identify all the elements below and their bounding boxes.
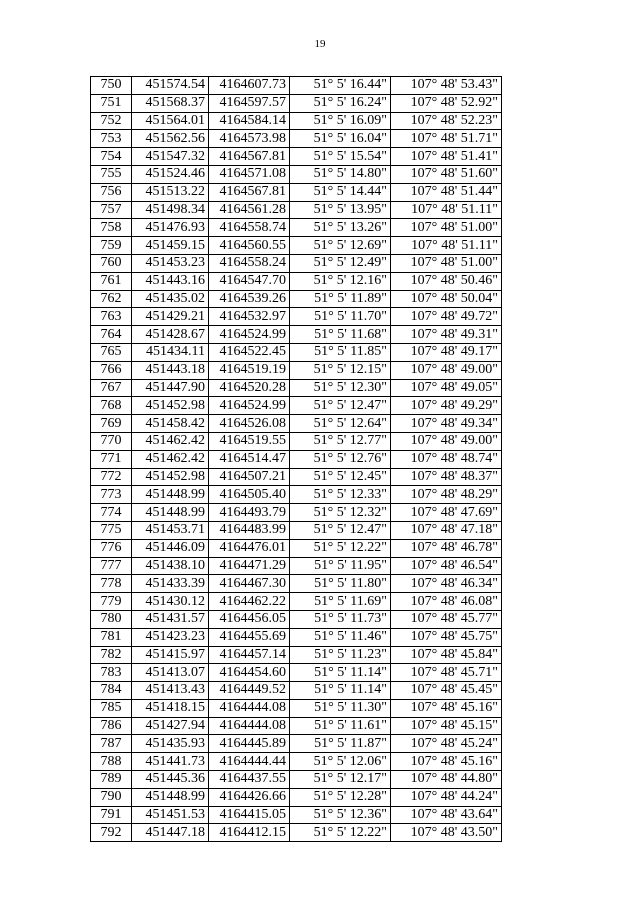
x-coordinate-cell: 451441.73 <box>132 753 209 771</box>
point-number-cell: 756 <box>91 183 132 201</box>
y-coordinate-cell: 4164467.30 <box>209 575 290 593</box>
longitude-cell: 107° 48' 51.60" <box>391 165 502 183</box>
y-coordinate-cell: 4164483.99 <box>209 521 290 539</box>
latitude-cell: 51° 5' 11.70" <box>290 308 391 326</box>
table-row <box>91 254 502 272</box>
point-number-cell: 783 <box>91 664 132 682</box>
point-number-cell: 767 <box>91 379 132 397</box>
point-number-cell: 776 <box>91 539 132 557</box>
y-coordinate-cell: 4164507.21 <box>209 468 290 486</box>
latitude-cell: 51° 5' 13.26" <box>290 219 391 237</box>
point-number-cell: 781 <box>91 628 132 646</box>
y-coordinate-cell: 4164457.14 <box>209 646 290 664</box>
longitude-cell: 107° 48' 45.16" <box>391 753 502 771</box>
y-coordinate-cell: 4164524.99 <box>209 397 290 415</box>
latitude-cell: 51° 5' 16.09" <box>290 112 391 130</box>
x-coordinate-cell: 451564.01 <box>132 112 209 130</box>
table-row <box>91 646 502 664</box>
latitude-cell: 51° 5' 12.32" <box>290 504 391 522</box>
latitude-cell: 51° 5' 16.44" <box>290 77 391 95</box>
latitude-cell: 51° 5' 12.22" <box>290 824 391 842</box>
x-coordinate-cell: 451429.21 <box>132 308 209 326</box>
x-coordinate-cell: 451427.94 <box>132 717 209 735</box>
y-coordinate-cell: 4164505.40 <box>209 486 290 504</box>
table-row <box>91 219 502 237</box>
coordinates-table <box>90 76 502 842</box>
table-row <box>91 771 502 789</box>
x-coordinate-cell: 451445.36 <box>132 771 209 789</box>
x-coordinate-cell: 451568.37 <box>132 94 209 112</box>
table-row <box>91 183 502 201</box>
latitude-cell: 51° 5' 11.68" <box>290 326 391 344</box>
x-coordinate-cell: 451562.56 <box>132 130 209 148</box>
point-number-cell: 766 <box>91 361 132 379</box>
longitude-cell: 107° 48' 48.37" <box>391 468 502 486</box>
x-coordinate-cell: 451574.54 <box>132 77 209 95</box>
longitude-cell: 107° 48' 45.45" <box>391 682 502 700</box>
point-number-cell: 768 <box>91 397 132 415</box>
longitude-cell: 107° 48' 49.00" <box>391 432 502 450</box>
y-coordinate-cell: 4164444.08 <box>209 717 290 735</box>
x-coordinate-cell: 451423.23 <box>132 628 209 646</box>
y-coordinate-cell: 4164476.01 <box>209 539 290 557</box>
latitude-cell: 51° 5' 11.69" <box>290 593 391 611</box>
latitude-cell: 51° 5' 12.22" <box>290 539 391 557</box>
longitude-cell: 107° 48' 45.71" <box>391 664 502 682</box>
table-row <box>91 486 502 504</box>
point-number-cell: 792 <box>91 824 132 842</box>
x-coordinate-cell: 451448.99 <box>132 504 209 522</box>
table-row <box>91 272 502 290</box>
point-number-cell: 773 <box>91 486 132 504</box>
longitude-cell: 107° 48' 48.29" <box>391 486 502 504</box>
table-row <box>91 575 502 593</box>
y-coordinate-cell: 4164561.28 <box>209 201 290 219</box>
y-coordinate-cell: 4164584.14 <box>209 112 290 130</box>
point-number-cell: 787 <box>91 735 132 753</box>
latitude-cell: 51° 5' 16.04" <box>290 130 391 148</box>
latitude-cell: 51° 5' 12.45" <box>290 468 391 486</box>
y-coordinate-cell: 4164519.55 <box>209 432 290 450</box>
latitude-cell: 51° 5' 11.61" <box>290 717 391 735</box>
longitude-cell: 107° 48' 45.75" <box>391 628 502 646</box>
x-coordinate-cell: 451431.57 <box>132 610 209 628</box>
latitude-cell: 51° 5' 13.95" <box>290 201 391 219</box>
x-coordinate-cell: 451513.22 <box>132 183 209 201</box>
table-row <box>91 308 502 326</box>
x-coordinate-cell: 451430.12 <box>132 593 209 611</box>
latitude-cell: 51° 5' 12.64" <box>290 415 391 433</box>
table-row <box>91 343 502 361</box>
y-coordinate-cell: 4164520.28 <box>209 379 290 397</box>
point-number-cell: 765 <box>91 343 132 361</box>
point-number-cell: 754 <box>91 148 132 166</box>
latitude-cell: 51° 5' 11.87" <box>290 735 391 753</box>
longitude-cell: 107° 48' 49.29" <box>391 397 502 415</box>
table-row <box>91 593 502 611</box>
y-coordinate-cell: 4164558.24 <box>209 254 290 272</box>
latitude-cell: 51° 5' 11.85" <box>290 343 391 361</box>
y-coordinate-cell: 4164444.08 <box>209 699 290 717</box>
longitude-cell: 107° 48' 43.64" <box>391 806 502 824</box>
y-coordinate-cell: 4164454.60 <box>209 664 290 682</box>
longitude-cell: 107° 48' 43.50" <box>391 824 502 842</box>
longitude-cell: 107° 48' 49.72" <box>391 308 502 326</box>
y-coordinate-cell: 4164462.22 <box>209 593 290 611</box>
y-coordinate-cell: 4164567.81 <box>209 183 290 201</box>
longitude-cell: 107° 48' 53.43" <box>391 77 502 95</box>
x-coordinate-cell: 451451.53 <box>132 806 209 824</box>
point-number-cell: 789 <box>91 771 132 789</box>
point-number-cell: 786 <box>91 717 132 735</box>
table-row <box>91 788 502 806</box>
table-row <box>91 699 502 717</box>
table-row <box>91 112 502 130</box>
longitude-cell: 107° 48' 52.23" <box>391 112 502 130</box>
point-number-cell: 750 <box>91 77 132 95</box>
table-row <box>91 504 502 522</box>
y-coordinate-cell: 4164471.29 <box>209 557 290 575</box>
table-row <box>91 379 502 397</box>
point-number-cell: 779 <box>91 593 132 611</box>
y-coordinate-cell: 4164455.69 <box>209 628 290 646</box>
point-number-cell: 777 <box>91 557 132 575</box>
latitude-cell: 51° 5' 11.80" <box>290 575 391 593</box>
table-row <box>91 753 502 771</box>
point-number-cell: 772 <box>91 468 132 486</box>
point-number-cell: 761 <box>91 272 132 290</box>
x-coordinate-cell: 451447.18 <box>132 824 209 842</box>
point-number-cell: 778 <box>91 575 132 593</box>
longitude-cell: 107° 48' 46.78" <box>391 539 502 557</box>
point-number-cell: 762 <box>91 290 132 308</box>
table-row <box>91 468 502 486</box>
latitude-cell: 51° 5' 11.23" <box>290 646 391 664</box>
latitude-cell: 51° 5' 14.80" <box>290 165 391 183</box>
y-coordinate-cell: 4164426.66 <box>209 788 290 806</box>
longitude-cell: 107° 48' 45.24" <box>391 735 502 753</box>
y-coordinate-cell: 4164597.57 <box>209 94 290 112</box>
x-coordinate-cell: 451498.34 <box>132 201 209 219</box>
point-number-cell: 770 <box>91 432 132 450</box>
y-coordinate-cell: 4164437.55 <box>209 771 290 789</box>
y-coordinate-cell: 4164522.45 <box>209 343 290 361</box>
longitude-cell: 107° 48' 51.71" <box>391 130 502 148</box>
point-number-cell: 791 <box>91 806 132 824</box>
point-number-cell: 757 <box>91 201 132 219</box>
y-coordinate-cell: 4164519.19 <box>209 361 290 379</box>
x-coordinate-cell: 451433.39 <box>132 575 209 593</box>
x-coordinate-cell: 451447.90 <box>132 379 209 397</box>
longitude-cell: 107° 48' 49.31" <box>391 326 502 344</box>
x-coordinate-cell: 451443.16 <box>132 272 209 290</box>
latitude-cell: 51° 5' 12.15" <box>290 361 391 379</box>
longitude-cell: 107° 48' 52.92" <box>391 94 502 112</box>
x-coordinate-cell: 451458.42 <box>132 415 209 433</box>
point-number-cell: 753 <box>91 130 132 148</box>
x-coordinate-cell: 451462.42 <box>132 450 209 468</box>
x-coordinate-cell: 451452.98 <box>132 397 209 415</box>
longitude-cell: 107° 48' 51.11" <box>391 237 502 255</box>
y-coordinate-cell: 4164558.74 <box>209 219 290 237</box>
longitude-cell: 107° 48' 51.44" <box>391 183 502 201</box>
y-coordinate-cell: 4164532.97 <box>209 308 290 326</box>
point-number-cell: 758 <box>91 219 132 237</box>
longitude-cell: 107° 48' 46.54" <box>391 557 502 575</box>
table-row <box>91 824 502 842</box>
point-number-cell: 752 <box>91 112 132 130</box>
latitude-cell: 51° 5' 15.54" <box>290 148 391 166</box>
x-coordinate-cell: 451413.43 <box>132 682 209 700</box>
point-number-cell: 784 <box>91 682 132 700</box>
table-row <box>91 165 502 183</box>
x-coordinate-cell: 451462.42 <box>132 432 209 450</box>
longitude-cell: 107° 48' 51.41" <box>391 148 502 166</box>
x-coordinate-cell: 451448.99 <box>132 486 209 504</box>
latitude-cell: 51° 5' 12.16" <box>290 272 391 290</box>
longitude-cell: 107° 48' 46.08" <box>391 593 502 611</box>
table-row <box>91 361 502 379</box>
point-number-cell: 763 <box>91 308 132 326</box>
latitude-cell: 51° 5' 11.14" <box>290 682 391 700</box>
y-coordinate-cell: 4164412.15 <box>209 824 290 842</box>
latitude-cell: 51° 5' 12.69" <box>290 237 391 255</box>
table-row <box>91 557 502 575</box>
y-coordinate-cell: 4164571.08 <box>209 165 290 183</box>
longitude-cell: 107° 48' 49.34" <box>391 415 502 433</box>
x-coordinate-cell: 451413.07 <box>132 664 209 682</box>
point-number-cell: 782 <box>91 646 132 664</box>
longitude-cell: 107° 48' 49.00" <box>391 361 502 379</box>
latitude-cell: 51° 5' 12.30" <box>290 379 391 397</box>
x-coordinate-cell: 451452.98 <box>132 468 209 486</box>
longitude-cell: 107° 48' 51.00" <box>391 219 502 237</box>
x-coordinate-cell: 451435.93 <box>132 735 209 753</box>
y-coordinate-cell: 4164524.99 <box>209 326 290 344</box>
point-number-cell: 760 <box>91 254 132 272</box>
x-coordinate-cell: 451438.10 <box>132 557 209 575</box>
latitude-cell: 51° 5' 12.33" <box>290 486 391 504</box>
latitude-cell: 51° 5' 12.36" <box>290 806 391 824</box>
point-number-cell: 790 <box>91 788 132 806</box>
y-coordinate-cell: 4164573.98 <box>209 130 290 148</box>
y-coordinate-cell: 4164607.73 <box>209 77 290 95</box>
table-row <box>91 237 502 255</box>
x-coordinate-cell: 451524.46 <box>132 165 209 183</box>
table-row <box>91 539 502 557</box>
table-row <box>91 201 502 219</box>
table-row <box>91 290 502 308</box>
latitude-cell: 51° 5' 16.24" <box>290 94 391 112</box>
y-coordinate-cell: 4164526.08 <box>209 415 290 433</box>
table-row <box>91 94 502 112</box>
latitude-cell: 51° 5' 11.73" <box>290 610 391 628</box>
longitude-cell: 107° 48' 49.17" <box>391 343 502 361</box>
point-number-cell: 769 <box>91 415 132 433</box>
table-row <box>91 521 502 539</box>
longitude-cell: 107° 48' 45.16" <box>391 699 502 717</box>
latitude-cell: 51° 5' 14.44" <box>290 183 391 201</box>
x-coordinate-cell: 451453.23 <box>132 254 209 272</box>
table-row <box>91 397 502 415</box>
y-coordinate-cell: 4164449.52 <box>209 682 290 700</box>
table-row <box>91 806 502 824</box>
table-row <box>91 130 502 148</box>
table-row <box>91 450 502 468</box>
table-row <box>91 326 502 344</box>
longitude-cell: 107° 48' 45.15" <box>391 717 502 735</box>
x-coordinate-cell: 451459.15 <box>132 237 209 255</box>
latitude-cell: 51° 5' 11.89" <box>290 290 391 308</box>
y-coordinate-cell: 4164539.26 <box>209 290 290 308</box>
y-coordinate-cell: 4164493.79 <box>209 504 290 522</box>
table-row <box>91 415 502 433</box>
point-number-cell: 785 <box>91 699 132 717</box>
x-coordinate-cell: 451418.15 <box>132 699 209 717</box>
latitude-cell: 51° 5' 12.06" <box>290 753 391 771</box>
longitude-cell: 107° 48' 47.18" <box>391 521 502 539</box>
latitude-cell: 51° 5' 12.28" <box>290 788 391 806</box>
longitude-cell: 107° 48' 48.74" <box>391 450 502 468</box>
table-row <box>91 682 502 700</box>
point-number-cell: 764 <box>91 326 132 344</box>
latitude-cell: 51° 5' 11.95" <box>290 557 391 575</box>
table-row <box>91 610 502 628</box>
y-coordinate-cell: 4164567.81 <box>209 148 290 166</box>
latitude-cell: 51° 5' 12.47" <box>290 397 391 415</box>
point-number-cell: 788 <box>91 753 132 771</box>
latitude-cell: 51° 5' 12.49" <box>290 254 391 272</box>
point-number-cell: 771 <box>91 450 132 468</box>
point-number-cell: 774 <box>91 504 132 522</box>
y-coordinate-cell: 4164560.55 <box>209 237 290 255</box>
x-coordinate-cell: 451434.11 <box>132 343 209 361</box>
longitude-cell: 107° 48' 51.11" <box>391 201 502 219</box>
table-row <box>91 432 502 450</box>
latitude-cell: 51° 5' 11.14" <box>290 664 391 682</box>
x-coordinate-cell: 451547.32 <box>132 148 209 166</box>
point-number-cell: 775 <box>91 521 132 539</box>
point-number-cell: 759 <box>91 237 132 255</box>
table-row <box>91 77 502 95</box>
y-coordinate-cell: 4164415.05 <box>209 806 290 824</box>
y-coordinate-cell: 4164547.70 <box>209 272 290 290</box>
x-coordinate-cell: 451428.67 <box>132 326 209 344</box>
table-row <box>91 735 502 753</box>
longitude-cell: 107° 48' 49.05" <box>391 379 502 397</box>
latitude-cell: 51° 5' 11.46" <box>290 628 391 646</box>
y-coordinate-cell: 4164444.44 <box>209 753 290 771</box>
x-coordinate-cell: 451448.99 <box>132 788 209 806</box>
longitude-cell: 107° 48' 51.00" <box>391 254 502 272</box>
x-coordinate-cell: 451476.93 <box>132 219 209 237</box>
longitude-cell: 107° 48' 45.77" <box>391 610 502 628</box>
x-coordinate-cell: 451415.97 <box>132 646 209 664</box>
latitude-cell: 51° 5' 12.76" <box>290 450 391 468</box>
table-row <box>91 717 502 735</box>
x-coordinate-cell: 451446.09 <box>132 539 209 557</box>
table-row <box>91 664 502 682</box>
longitude-cell: 107° 48' 50.04" <box>391 290 502 308</box>
point-number-cell: 751 <box>91 94 132 112</box>
latitude-cell: 51° 5' 12.17" <box>290 771 391 789</box>
longitude-cell: 107° 48' 44.24" <box>391 788 502 806</box>
table-row <box>91 148 502 166</box>
point-number-cell: 780 <box>91 610 132 628</box>
y-coordinate-cell: 4164456.05 <box>209 610 290 628</box>
latitude-cell: 51° 5' 11.30" <box>290 699 391 717</box>
longitude-cell: 107° 48' 45.84" <box>391 646 502 664</box>
x-coordinate-cell: 451443.18 <box>132 361 209 379</box>
x-coordinate-cell: 451435.02 <box>132 290 209 308</box>
y-coordinate-cell: 4164514.47 <box>209 450 290 468</box>
table-row <box>91 628 502 646</box>
point-number-cell: 755 <box>91 165 132 183</box>
longitude-cell: 107° 48' 44.80" <box>391 771 502 789</box>
longitude-cell: 107° 48' 50.46" <box>391 272 502 290</box>
latitude-cell: 51° 5' 12.77" <box>290 432 391 450</box>
y-coordinate-cell: 4164445.89 <box>209 735 290 753</box>
longitude-cell: 107° 48' 46.34" <box>391 575 502 593</box>
latitude-cell: 51° 5' 12.47" <box>290 521 391 539</box>
longitude-cell: 107° 48' 47.69" <box>391 504 502 522</box>
page-number: 19 <box>314 38 326 50</box>
x-coordinate-cell: 451453.71 <box>132 521 209 539</box>
